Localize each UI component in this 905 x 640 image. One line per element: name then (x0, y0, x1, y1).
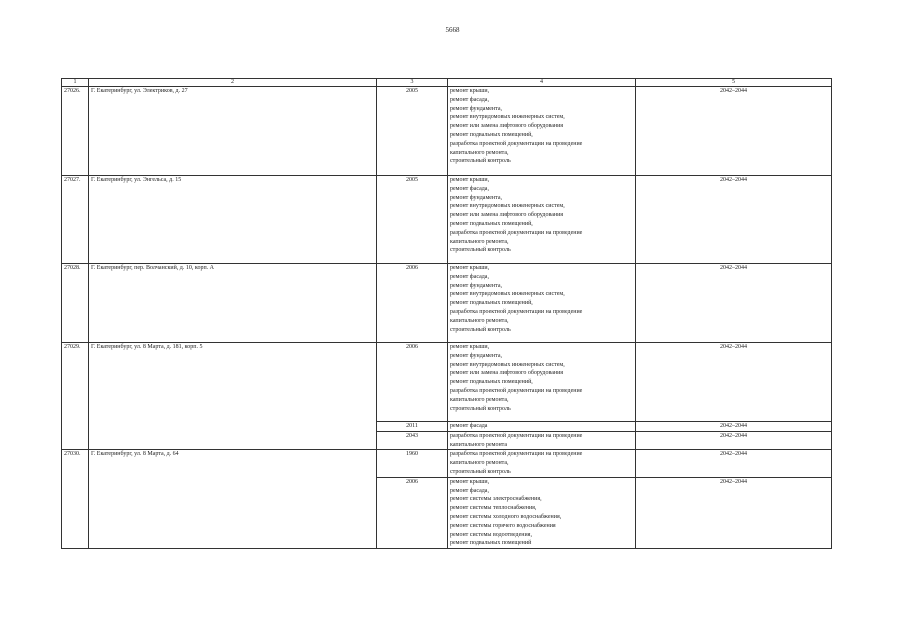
period-cell: 2042–2044 (636, 477, 832, 548)
year-cell: 2006 (377, 264, 448, 343)
year-cell: 2006 (377, 343, 448, 422)
work-item: ремонт или замена лифтового оборудования (450, 212, 564, 219)
work-item: ремонт крыши, (450, 177, 490, 183)
works-cell (448, 264, 636, 343)
work-item: ремонт или замена лифтового оборудования (450, 123, 564, 130)
period-cell: 2042–2044 (636, 264, 832, 343)
works-cell (448, 477, 636, 548)
work-item: ремонт системы электроснабжения, (450, 496, 542, 503)
address-cell: Г. Екатеринбург, ул. 8 Марта, д. 181, корп. 5 (89, 343, 377, 450)
table-row (62, 264, 832, 343)
table-row (62, 87, 832, 176)
row-number: 27028. (62, 264, 89, 343)
table-row (62, 343, 832, 422)
works-cell (448, 176, 636, 264)
table-row (62, 176, 832, 264)
work-item: ремонт фундамента, (450, 194, 502, 201)
work-item: ремонт крыши, (450, 88, 490, 94)
work-item: ремонт подвальных помещений, (450, 379, 533, 386)
header-cell-3: 3 (377, 79, 448, 87)
header-row (62, 79, 832, 87)
work-item: ремонт внутридомовых инженерных систем, (450, 203, 565, 210)
address-cell: Г. Екатеринбург, пер. Волчанский, д. 10, корп. А (89, 264, 377, 343)
work-item: капитального ремонта, (450, 396, 509, 403)
work-item: ремонт фасада, (450, 273, 489, 280)
work-item: капитального ремонта, (450, 460, 509, 467)
work-item: ремонт подвальных помещений, (450, 300, 533, 307)
work-item: ремонт фундамента, (450, 352, 502, 359)
header-cell-1: 1 (62, 79, 89, 87)
work-item: ремонт крыши, (450, 265, 490, 271)
work-item: разработка проектной документации на проведение (450, 387, 583, 394)
header-cell-2: 2 (89, 79, 377, 87)
work-item: ремонт фундамента, (450, 105, 502, 112)
year-cell: 1960 (377, 450, 448, 477)
work-item: ремонт подвальных помещений, (450, 220, 533, 227)
work-item: ремонт системы теплоснабжения, (450, 505, 537, 512)
work-item: ремонт внутридомовых инженерных систем, (450, 114, 565, 121)
work-item: ремонт подвальных помещений, (450, 131, 533, 138)
row-number: 27030. (62, 450, 89, 549)
period-cell: 2042–2044 (636, 87, 832, 176)
work-item: строительный контроль (450, 326, 511, 333)
work-item: разработка проектной документации на проведение (450, 229, 583, 236)
period-cell: 2042–2044 (636, 422, 832, 432)
work-item: ремонт фасада (450, 423, 488, 429)
period-cell: 2042–2044 (636, 431, 832, 450)
works-cell (448, 87, 636, 176)
work-item: капитального ремонта, (450, 317, 509, 324)
work-item: ремонт фасада, (450, 96, 489, 103)
works-cell (448, 422, 636, 432)
row-number: 27026. (62, 87, 89, 176)
work-item: строительный контроль (450, 158, 511, 165)
work-item: строительный контроль (450, 247, 511, 254)
works-cell (448, 450, 636, 477)
work-item: ремонт фундамента, (450, 282, 502, 289)
address-cell: Г. Екатеринбург, ул. 8 Марта, д. 64 (89, 450, 377, 549)
table-row (62, 450, 832, 477)
year-cell: 2043 (377, 431, 448, 450)
page-number: 5668 (445, 26, 460, 34)
work-item: разработка проектной документации на проведение (450, 140, 583, 147)
work-item: ремонт подвальных помещений (450, 540, 532, 547)
work-item: капитального ремонта, (450, 238, 509, 245)
year-cell: 2011 (377, 422, 448, 432)
period-cell: 2042–2044 (636, 450, 832, 477)
work-item: ремонт системы горячего водоснабжения (450, 522, 556, 529)
work-item: ремонт фасада, (450, 487, 489, 494)
header-cell-4: 4 (448, 79, 636, 87)
work-item: разработка проектной документации на проведение (450, 451, 583, 458)
year-cell: 2006 (377, 477, 448, 548)
address-cell: Г. Екатеринбург, ул. Электриков, д. 27 (89, 87, 377, 176)
period-cell: 2042–2044 (636, 343, 832, 422)
work-item: строительный контроль (450, 468, 511, 475)
period-cell: 2042–2044 (636, 176, 832, 264)
work-item: ремонт внутридомовых инженерных систем, (450, 361, 565, 368)
work-item: ремонт или замена лифтового оборудования (450, 370, 564, 377)
row-number: 27029. (62, 343, 89, 450)
work-item: ремонт внутридомовых инженерных систем, (450, 291, 565, 298)
year-cell: 2005 (377, 176, 448, 264)
work-item: капитального ремонта, (450, 149, 509, 156)
works-cell (448, 343, 636, 422)
work-item: разработка проектной документации на проведение (450, 308, 583, 315)
work-item: ремонт системы водоотведения, (450, 531, 532, 538)
work-item: строительный контроль (450, 405, 511, 412)
work-item: ремонт крыши, (450, 478, 490, 485)
work-item: капитального ремонта (450, 441, 508, 448)
address-cell: Г. Екатеринбург, ул. Энгельса, д. 15 (89, 176, 377, 264)
year-cell: 2005 (377, 87, 448, 176)
row-number: 27027. (62, 176, 89, 264)
header-cell-5: 5 (636, 79, 832, 87)
work-item: ремонт системы холодного водоснабжения, (450, 513, 562, 520)
work-item: разработка проектной документации на проведение (450, 432, 583, 439)
work-item: ремонт крыши, (450, 344, 490, 350)
works-cell (448, 431, 636, 450)
work-item: ремонт фасада, (450, 185, 489, 192)
repair-schedule-table (61, 78, 832, 549)
